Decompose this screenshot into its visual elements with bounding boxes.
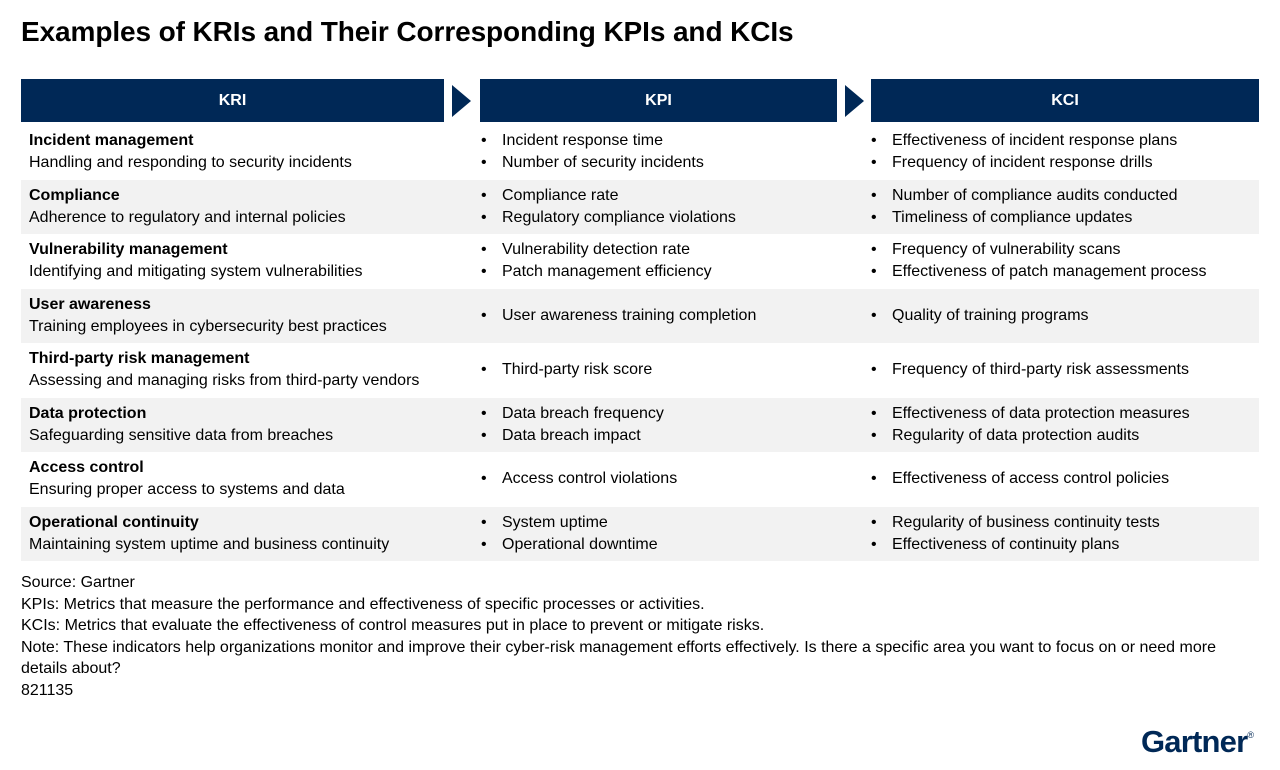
kri-description: Adherence to regulatory and internal policies	[29, 208, 346, 226]
kci-cell	[870, 398, 1262, 453]
kpi-bullet: • System uptime	[480, 512, 860, 534]
page-title: Examples of KRIs and Their Corresponding KPIs and KCIs	[21, 16, 794, 47]
kri-description: Assessing and managing risks from third-party vendors	[29, 372, 420, 390]
kci-cell	[870, 125, 1262, 180]
kpi-cell	[480, 180, 860, 235]
kci-bullet: • Effectiveness of continuity plans	[870, 534, 1262, 556]
kri-cell	[29, 398, 474, 453]
kpi-bullet: • Compliance rate	[480, 185, 860, 207]
kpi-cell	[480, 507, 860, 562]
kri-description: Identifying and mitigating system vulnerabilities	[29, 263, 363, 281]
kci-bullet: • Frequency of vulnerability scans	[870, 239, 1262, 261]
kci-cell	[870, 507, 1262, 562]
kci-bullet: • Effectiveness of access control policies	[870, 468, 1262, 490]
kri-cell	[29, 507, 474, 562]
kri-name: Operational continuity	[29, 513, 199, 531]
kri-name: Third-party risk management	[29, 350, 250, 368]
kri-cell	[29, 125, 474, 180]
kri-description: Maintaining system uptime and business continuity	[29, 535, 390, 553]
kri-cell	[29, 234, 474, 289]
kri-cell	[29, 180, 474, 235]
kri-name: Compliance	[29, 186, 120, 204]
kci-cell	[870, 343, 1262, 398]
table-row	[21, 180, 1259, 235]
kpi-cell	[480, 234, 860, 289]
kci-bullet: • Effectiveness of incident response plans	[870, 130, 1262, 152]
kri-cell	[29, 343, 474, 398]
kci-bullet: • Effectiveness of patch management process	[870, 261, 1262, 283]
kri-name: Incident management	[29, 132, 194, 150]
kci-bullet: • Quality of training programs	[870, 305, 1262, 327]
kci-column-header: KCI	[871, 79, 1259, 122]
kci-bullet: • Number of compliance audits conducted	[870, 185, 1262, 207]
kci-bullet: • Regularity of data protection audits	[870, 425, 1262, 447]
kri-description: Handling and responding to security incidents	[29, 154, 352, 172]
kpi-cell	[480, 452, 860, 507]
kpi-bullet: • Number of security incidents	[480, 152, 860, 174]
general-note: Note: These indicators help organizations monitor and improve their cyber-risk management efforts effectively. Is there a specific area you want to focus on or need more details about?	[21, 638, 1216, 677]
kpi-bullet: • Third-party risk score	[480, 359, 860, 381]
table-row	[21, 507, 1259, 562]
table-row	[21, 398, 1259, 453]
kci-cell	[870, 289, 1262, 344]
source-note: Source: Gartner	[21, 574, 135, 591]
kci-bullet: • Timeliness of compliance updates	[870, 207, 1262, 229]
chevron-right-icon	[452, 85, 471, 117]
kci-bullet: • Frequency of third-party risk assessments	[870, 359, 1262, 381]
kci-cell	[870, 180, 1262, 235]
table-row	[21, 452, 1259, 507]
kri-cell	[29, 452, 474, 507]
kri-table	[21, 125, 1259, 561]
kpi-bullet: • Operational downtime	[480, 534, 860, 556]
kpi-cell	[480, 289, 860, 344]
kci-bullet: • Frequency of incident response drills	[870, 152, 1262, 174]
kpi-bullet: • Incident response time	[480, 130, 860, 152]
kri-column-header: KRI	[21, 79, 444, 122]
kri-name: Data protection	[29, 404, 147, 422]
logo-text: Gartner	[1140, 724, 1248, 759]
kpi-bullet: • Data breach impact	[480, 425, 860, 447]
kci-cell	[870, 234, 1262, 289]
table-row	[21, 234, 1259, 289]
kri-name: Vulnerability management	[29, 241, 228, 259]
kcis-definition: KCIs: Metrics that evaluate the effectiveness of control measures put in place to prevent or mitigate risks.	[21, 617, 765, 634]
footnotes	[21, 572, 1221, 701]
kri-description: Safeguarding sensitive data from breaches	[29, 426, 334, 444]
chevron-right-icon	[845, 85, 864, 117]
kpi-bullet: • Data breach frequency	[480, 403, 860, 425]
kpi-bullet: • User awareness training completion	[480, 305, 860, 327]
kpi-bullet: • Access control violations	[480, 468, 860, 490]
kpi-bullet: • Vulnerability detection rate	[480, 239, 860, 261]
kri-cell	[29, 289, 474, 344]
kri-name: User awareness	[29, 295, 151, 313]
kci-bullet: • Regularity of business continuity tests	[870, 512, 1262, 534]
gartner-logo	[1141, 724, 1254, 760]
kri-name: Access control	[29, 459, 144, 477]
table-row	[21, 289, 1259, 344]
kpi-cell	[480, 125, 860, 180]
kpi-bullet: • Patch management efficiency	[480, 261, 860, 283]
kpis-definition: KPIs: Metrics that measure the performance and effectiveness of specific processes or activities.	[21, 595, 705, 613]
kri-description: Training employees in cybersecurity best practices	[29, 317, 387, 335]
document-id: 821135	[21, 681, 74, 699]
kci-cell	[870, 452, 1262, 507]
table-row	[21, 343, 1259, 398]
registered-mark: ®	[1247, 730, 1254, 740]
kpi-cell	[480, 343, 860, 398]
kci-bullet: • Effectiveness of data protection measures	[870, 403, 1262, 425]
kpi-column-header: KPI	[480, 79, 837, 122]
table-row	[21, 125, 1259, 180]
kpi-cell	[480, 398, 860, 453]
kpi-bullet: • Regulatory compliance violations	[480, 207, 860, 229]
kri-description: Ensuring proper access to systems and data	[29, 481, 345, 499]
